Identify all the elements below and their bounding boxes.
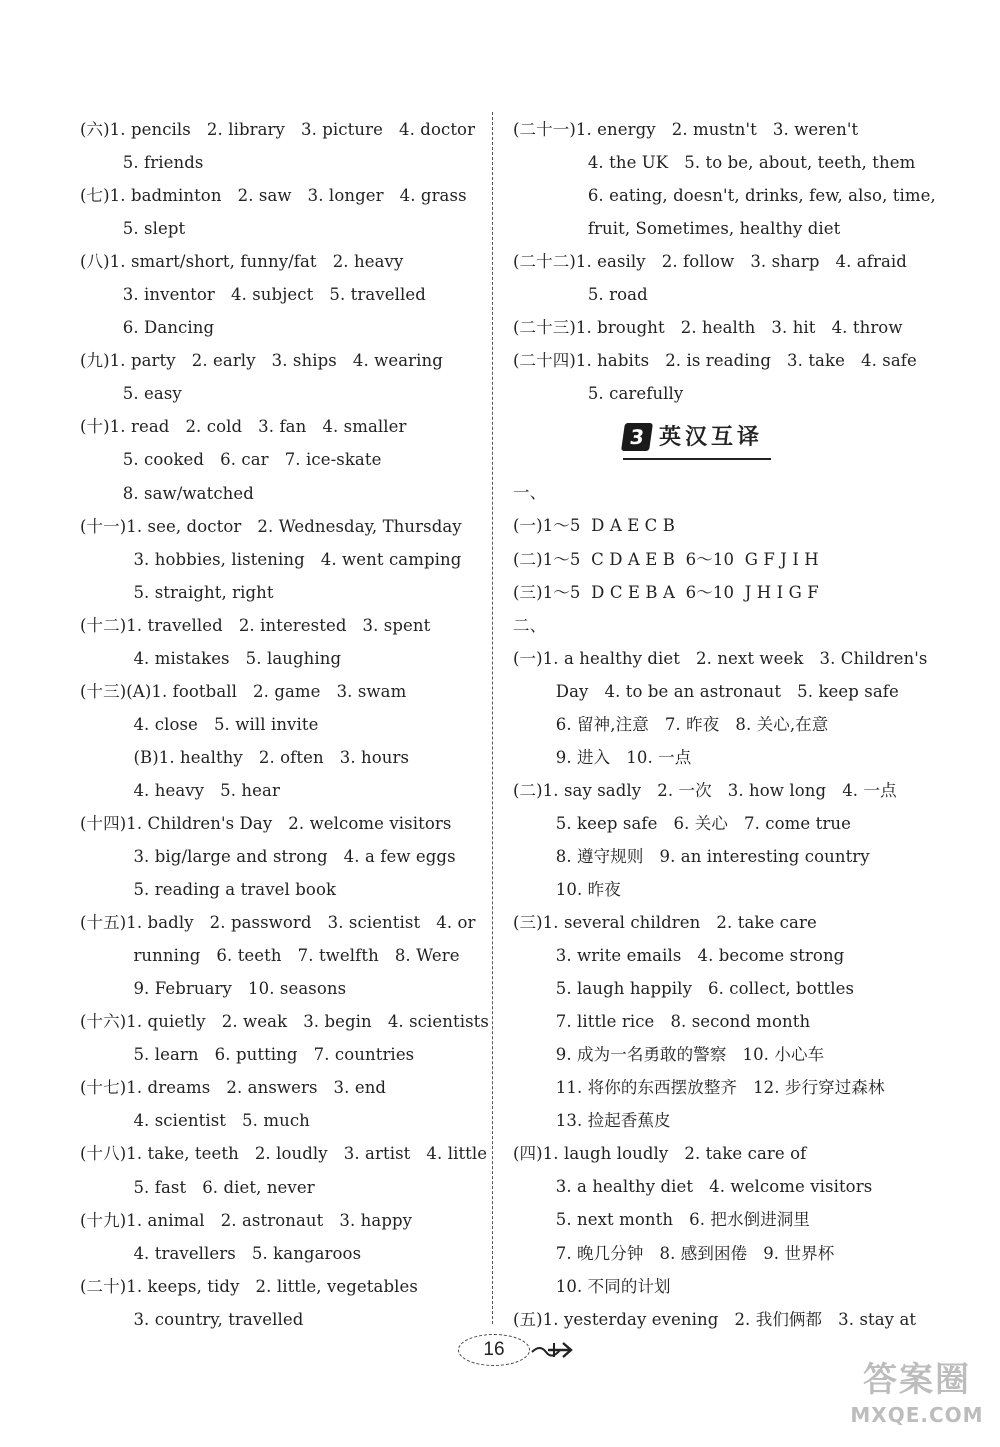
answer-line: 5. easy	[80, 384, 182, 404]
answer-line: (三)1～5 D C E B A 6～10 J H I G F	[513, 582, 819, 602]
section-number-badge: 3	[621, 423, 653, 451]
answer-line: (十四)1. Children's Day 2. welcome visitors	[80, 813, 452, 833]
answer-line: (一)1～5 D A E C B	[513, 516, 675, 536]
answer-line: (二)1. say sadly 2. 一次 3. how long 4. 一点	[513, 780, 897, 800]
right-answer-column	[513, 113, 936, 1336]
answer-line: 4. the UK 5. to be, about, teeth, them	[513, 153, 916, 173]
answer-line: (二十)1. keeps, tidy 2. little, vegetables	[80, 1276, 418, 1296]
answer-line: (十三)(A)1. football 2. game 3. swam	[80, 681, 407, 701]
answer-line: 6. Dancing	[80, 318, 215, 338]
answer-line: 3. write emails 4. become strong	[513, 946, 845, 966]
answer-line: 5. fast 6. diet, never	[80, 1177, 315, 1197]
answer-line: 3. inventor 4. subject 5. travelled	[80, 285, 426, 305]
answer-line: 5. learn 6. putting 7. countries	[80, 1045, 415, 1065]
answer-line: 13. 捡起香蕉皮	[513, 1111, 671, 1131]
answer-line: 3. big/large and strong 4. a few eggs	[80, 847, 456, 867]
answer-line: 9. 进入 10. 一点	[513, 747, 692, 767]
answer-line: 10. 昨夜	[513, 879, 621, 899]
answer-line: 一、	[513, 483, 547, 503]
answer-line: 3. country, travelled	[80, 1309, 304, 1329]
answer-line: (十六)1. quietly 2. weak 3. begin 4. scientists	[80, 1012, 489, 1032]
answer-line: (八)1. smart/short, funny/fat 2. heavy	[80, 252, 404, 272]
answer-line: 4. heavy 5. hear	[80, 780, 280, 800]
answer-line: 6. eating, doesn't, drinks, few, also, time,	[513, 186, 936, 206]
answer-line: 7. little rice 8. second month	[513, 1012, 811, 1032]
answer-line: 二、	[513, 615, 547, 635]
answer-line: (七)1. badminton 2. saw 3. longer 4. grass	[80, 186, 467, 206]
page-number: 16	[458, 1334, 530, 1366]
arrow-icon	[530, 1338, 574, 1362]
answer-line: 4. mistakes 5. laughing	[80, 648, 342, 668]
answer-line: running 6. teeth 7. twelfth 8. Were	[80, 946, 460, 966]
answer-line: 3. a healthy diet 4. welcome visitors	[513, 1177, 873, 1197]
answer-line: 5. laugh happily 6. collect, bottles	[513, 979, 855, 999]
answer-line: (一)1. a healthy diet 2. next week 3. Children's	[513, 648, 928, 668]
answer-line: (十)1. read 2. cold 3. fan 4. smaller	[80, 417, 407, 437]
answer-line: 4. scientist 5. much	[80, 1111, 310, 1131]
section-heading-row	[513, 410, 933, 476]
answer-line: (二十二)1. easily 2. follow 3. sharp 4. afraid	[513, 252, 907, 272]
answer-line: (三)1. several children 2. take care	[513, 913, 817, 933]
answer-line: (十五)1. badly 2. password 3. scientist 4. or	[80, 913, 476, 933]
section-title: 英汉互译	[659, 424, 764, 450]
answer-line: 8. 遵守规则 9. an interesting country	[513, 846, 870, 866]
answer-line: (B)1. healthy 2. often 3. hours	[80, 747, 410, 767]
answer-line: (五)1. yesterday evening 2. 我们俩都 3. stay at	[513, 1309, 917, 1329]
left-answer-column	[80, 113, 489, 1336]
answer-line: 3. hobbies, listening 4. went camping	[80, 549, 462, 569]
answer-line: (二十四)1. habits 2. is reading 3. take 4. safe	[513, 351, 917, 371]
answer-line: 8. saw/watched	[80, 483, 254, 503]
watermark-url: MXQE.COM	[850, 1403, 984, 1427]
answer-line: (二十一)1. energy 2. mustn't 3. weren't	[513, 120, 859, 139]
answer-line: (十九)1. animal 2. astronaut 3. happy	[80, 1210, 413, 1230]
answer-line: (十一)1. see, doctor 2. Wednesday, Thursday	[80, 516, 462, 536]
answer-line: 5. road	[513, 285, 648, 305]
column-divider	[492, 112, 493, 1324]
answer-line: Day 4. to be an astronaut 5. keep safe	[513, 681, 899, 701]
answer-line: 5. reading a travel book	[80, 880, 337, 900]
answer-line: (四)1. laugh loudly 2. take care of	[513, 1144, 807, 1164]
answer-line: 11. 将你的东西摆放整齐 12. 步行穿过森林	[513, 1078, 885, 1098]
answer-line: 10. 不同的计划	[513, 1276, 671, 1296]
answer-line: 7. 晚几分钟 8. 感到困倦 9. 世界杯	[513, 1243, 835, 1263]
watermark-title: 答案圈	[863, 1360, 971, 1400]
answer-line: (二十三)1. brought 2. health 3. hit 4. throw	[513, 318, 903, 338]
answer-line: 6. 留神,注意 7. 昨夜 8. 关心,在意	[513, 714, 829, 734]
answer-line: 4. travellers 5. kangaroos	[80, 1243, 362, 1263]
answer-line: fruit, Sometimes, healthy diet	[513, 219, 841, 239]
right-answer-list-top	[513, 113, 936, 410]
answer-line: 9. 成为一名勇敢的警察 10. 小心车	[513, 1045, 825, 1065]
answer-line: (二)1～5 C D A E B 6～10 G F J I H	[513, 549, 819, 569]
answer-line: (十二)1. travelled 2. interested 3. spent	[80, 615, 431, 635]
answer-line: (十八)1. take, teeth 2. loudly 3. artist 4. little	[80, 1144, 488, 1164]
answer-line: 9. February 10. seasons	[80, 979, 347, 999]
answer-line: 5. keep safe 6. 关心 7. come true	[513, 813, 851, 833]
answer-line: 5. next month 6. 把水倒进洞里	[513, 1210, 811, 1230]
watermark-logo	[842, 1358, 992, 1438]
answer-line: (六)1. pencils 2. library 3. picture 4. doctor	[80, 120, 476, 139]
answer-line: 4. close 5. will invite	[80, 714, 319, 734]
answer-line: 5. carefully	[513, 384, 684, 404]
answer-line: 5. straight, right	[80, 582, 274, 602]
right-answer-list-bottom	[513, 476, 933, 1335]
answer-line: 5. slept	[80, 219, 186, 239]
answer-line: (九)1. party 2. early 3. ships 4. wearing	[80, 351, 443, 371]
section-heading	[623, 418, 771, 460]
answer-line: (十七)1. dreams 2. answers 3. end	[80, 1078, 387, 1098]
answer-line: 5. cooked 6. car 7. ice-skate	[80, 450, 382, 470]
answer-line: 5. friends	[80, 153, 204, 173]
